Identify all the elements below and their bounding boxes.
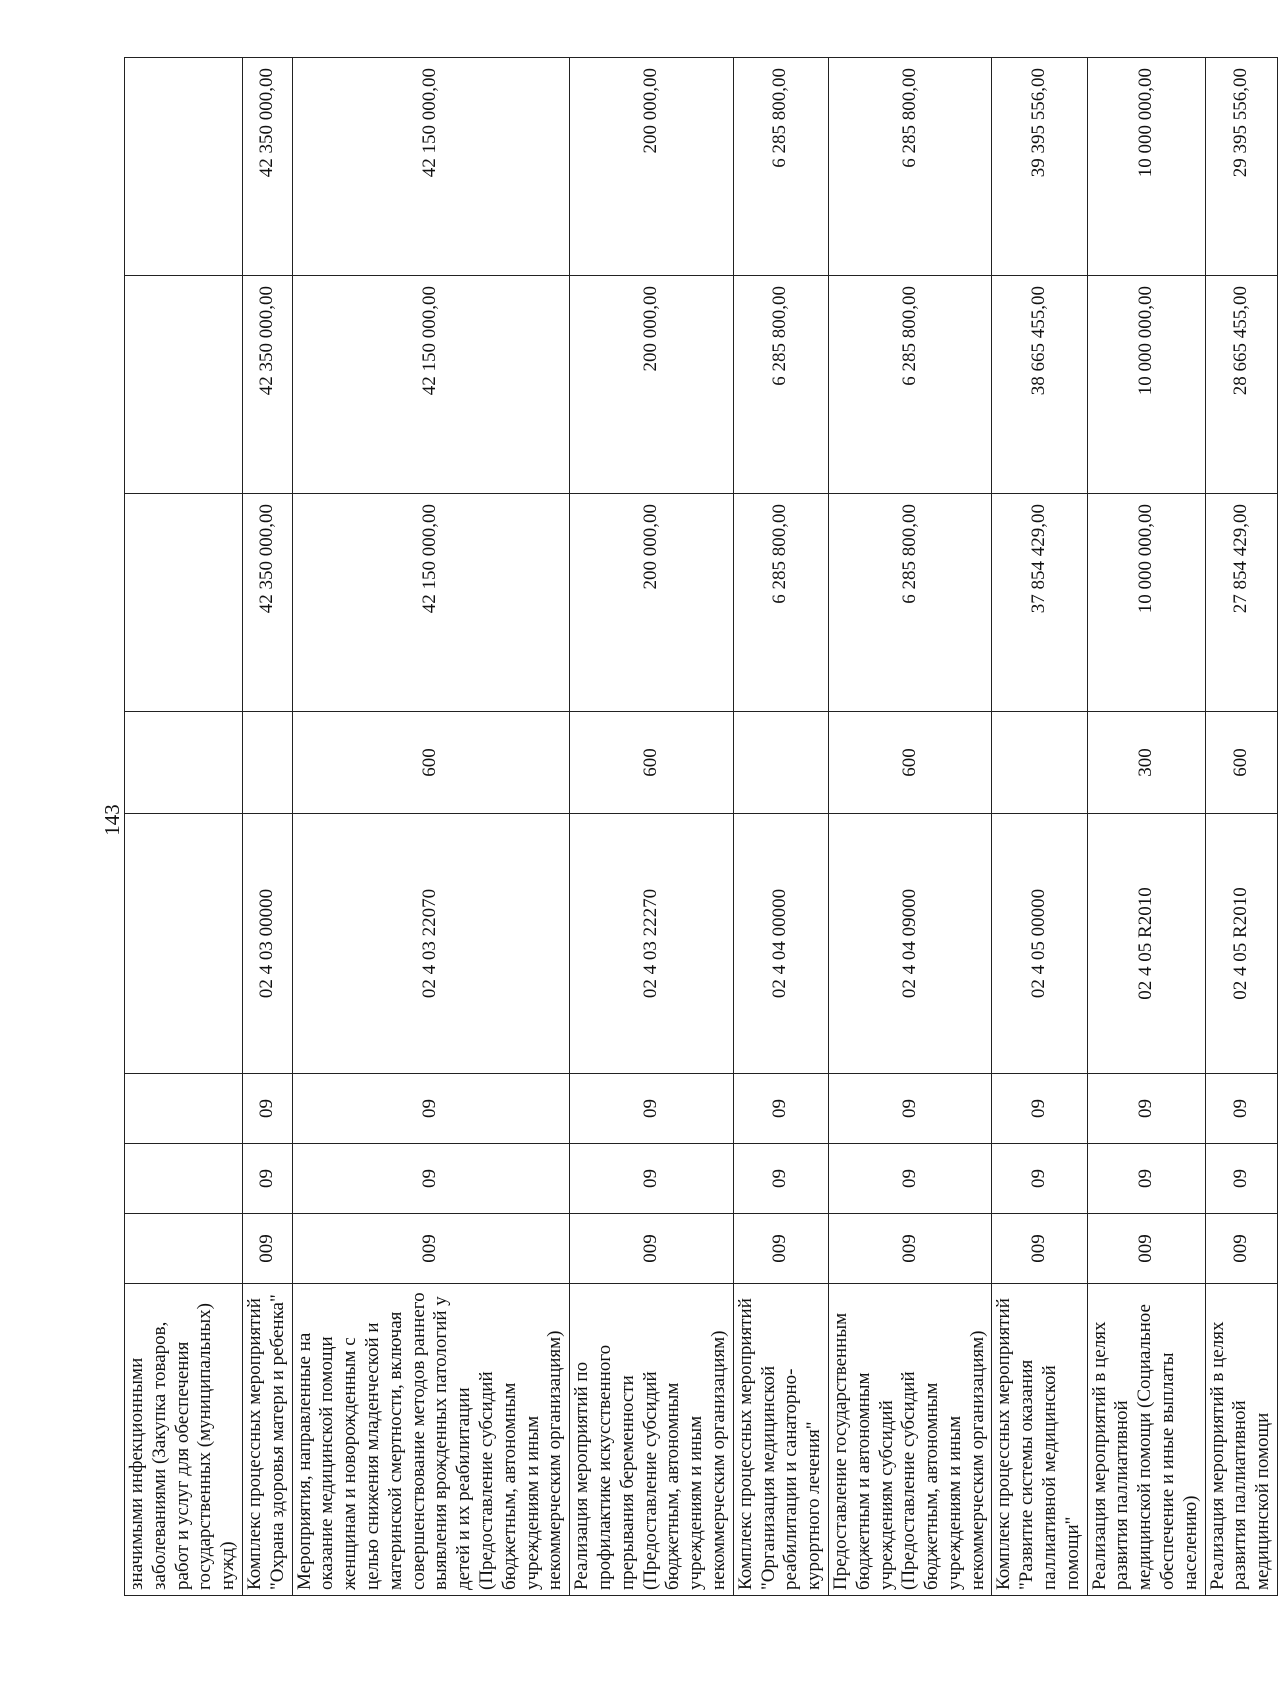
subsection-code-cell: 09 <box>733 1074 828 1144</box>
table-row <box>1205 58 1277 1596</box>
amount-year1-cell: 10 000 000,00 <box>1087 494 1205 712</box>
amount-year1-cell: 27 854 429,00 <box>1205 494 1277 712</box>
amount-year3-cell: 39 395 556,00 <box>992 58 1087 276</box>
amount-year3-cell: 29 395 556,00 <box>1205 58 1277 276</box>
expense-type-cell: 600 <box>292 712 570 814</box>
table-row <box>125 58 243 1596</box>
amount-year1-cell: 200 000,00 <box>570 494 734 712</box>
amount-year3-cell: 200 000,00 <box>570 58 734 276</box>
target-article-cell: 02 4 03 22070 <box>292 814 570 1074</box>
ministry-code-cell: 009 <box>570 1214 734 1284</box>
subsection-code-cell: 09 <box>1205 1074 1277 1144</box>
amount-year1-cell <box>125 494 243 712</box>
section-code-cell: 09 <box>992 1144 1087 1214</box>
subsection-code-cell <box>125 1074 243 1144</box>
row-name-cell: значимыми инфекционными заболеваниями (Закупка товаров, работ и услуг для обеспечения государственных (муниципальных) нужд) <box>125 1284 243 1596</box>
ministry-code-cell: 009 <box>992 1214 1087 1284</box>
subsection-code-cell: 09 <box>292 1074 570 1144</box>
amount-year3-cell: 6 285 800,00 <box>733 58 828 276</box>
ministry-code-cell: 009 <box>1087 1214 1205 1284</box>
table-row <box>242 58 292 1596</box>
row-name-cell: Мероприятия, направленные на оказание медицинской помощи женщинам и новорожденным с целью снижения младенческой и материнской смертности, включая совершенствование методов раннего выявления врожденных патологий у детей и их реабилитации (Предоставление субсидий бюджетным, автономным учреждениям и иным некоммерческим организациям) <box>292 1284 570 1596</box>
amount-year1-cell: 6 285 800,00 <box>733 494 828 712</box>
section-code-cell: 09 <box>733 1144 828 1214</box>
section-code-cell: 09 <box>1205 1144 1277 1214</box>
amount-year3-cell: 6 285 800,00 <box>828 58 992 276</box>
amount-year3-cell <box>125 58 243 276</box>
amount-year2-cell: 6 285 800,00 <box>828 276 992 494</box>
row-name-cell: Реализация мероприятий в целях развития паллиативной медицинской помощи <box>1205 1284 1277 1596</box>
ministry-code-cell <box>125 1214 243 1284</box>
subsection-code-cell: 09 <box>570 1074 734 1144</box>
target-article-cell: 02 4 05 00000 <box>992 814 1087 1074</box>
table-row <box>992 58 1087 1596</box>
target-article-cell: 02 4 05 R2010 <box>1087 814 1205 1074</box>
expense-type-cell: 600 <box>1205 712 1277 814</box>
subsection-code-cell: 09 <box>1087 1074 1205 1144</box>
target-article-cell: 02 4 04 09000 <box>828 814 992 1074</box>
amount-year3-cell: 10 000 000,00 <box>1087 58 1205 276</box>
amount-year2-cell: 6 285 800,00 <box>733 276 828 494</box>
row-name-cell: Предоставление государственным бюджетным и автономным учреждениям субсидий (Предоставление субсидий бюджетным, автономным учреждениям и иным некоммерческим организациям) <box>828 1284 992 1596</box>
ministry-code-cell: 009 <box>1205 1214 1277 1284</box>
row-name-cell: Комплекс процессных мероприятий "Организация медицинской реабилитации и санаторно-курортного лечения" <box>733 1284 828 1596</box>
expense-type-cell <box>992 712 1087 814</box>
target-article-cell <box>125 814 243 1074</box>
target-article-cell: 02 4 03 22270 <box>570 814 734 1074</box>
ministry-code-cell: 009 <box>242 1214 292 1284</box>
row-name-cell: Комплекс процессных мероприятий "Охрана здоровья матери и ребенка" <box>242 1284 292 1596</box>
amount-year2-cell: 28 665 455,00 <box>1205 276 1277 494</box>
expense-type-cell: 300 <box>1087 712 1205 814</box>
table-row <box>570 58 734 1596</box>
expense-type-cell <box>242 712 292 814</box>
subsection-code-cell: 09 <box>992 1074 1087 1144</box>
section-code-cell: 09 <box>242 1144 292 1214</box>
amount-year3-cell: 42 150 000,00 <box>292 58 570 276</box>
ministry-code-cell: 009 <box>292 1214 570 1284</box>
page-number: 143 <box>100 804 124 836</box>
ministry-code-cell: 009 <box>828 1214 992 1284</box>
amount-year2-cell: 10 000 000,00 <box>1087 276 1205 494</box>
expense-type-cell: 600 <box>828 712 992 814</box>
ministry-code-cell: 009 <box>733 1214 828 1284</box>
row-name-cell: Комплекс процессных мероприятий "Развитие системы оказания паллиативной медицинской помощи" <box>992 1284 1087 1596</box>
target-article-cell: 02 4 04 00000 <box>733 814 828 1074</box>
amount-year2-cell: 42 350 000,00 <box>242 276 292 494</box>
table-row <box>292 58 570 1596</box>
expense-type-cell <box>733 712 828 814</box>
amount-year1-cell: 42 150 000,00 <box>292 494 570 712</box>
table-row <box>828 58 992 1596</box>
subsection-code-cell: 09 <box>242 1074 292 1144</box>
rotated-table-container <box>124 58 1274 1596</box>
section-code-cell <box>125 1144 243 1214</box>
section-code-cell: 09 <box>570 1144 734 1214</box>
row-name-cell: Реализация мероприятий по профилактике искусственного прерывания беременности (Предоставление субсидий бюджетным, автономным учреждениям и иным некоммерческим организациям) <box>570 1284 734 1596</box>
target-article-cell: 02 4 05 R2010 <box>1205 814 1277 1074</box>
amount-year2-cell: 38 665 455,00 <box>992 276 1087 494</box>
row-name-cell: Реализация мероприятий в целях развития паллиативной медицинской помощи (Социальное обеспечение и иные выплаты населению) <box>1087 1284 1205 1596</box>
expense-type-cell: 600 <box>570 712 734 814</box>
amount-year2-cell: 42 150 000,00 <box>292 276 570 494</box>
amount-year2-cell <box>125 276 243 494</box>
amount-year1-cell: 37 854 429,00 <box>992 494 1087 712</box>
budget-table <box>124 57 1278 1596</box>
amount-year1-cell: 42 350 000,00 <box>242 494 292 712</box>
expense-type-cell <box>125 712 243 814</box>
amount-year3-cell: 42 350 000,00 <box>242 58 292 276</box>
subsection-code-cell: 09 <box>828 1074 992 1144</box>
amount-year1-cell: 6 285 800,00 <box>828 494 992 712</box>
section-code-cell: 09 <box>292 1144 570 1214</box>
table-row <box>1087 58 1205 1596</box>
budget-table-sheet <box>124 58 1274 1596</box>
target-article-cell: 02 4 03 00000 <box>242 814 292 1074</box>
amount-year2-cell: 200 000,00 <box>570 276 734 494</box>
section-code-cell: 09 <box>1087 1144 1205 1214</box>
table-row <box>733 58 828 1596</box>
section-code-cell: 09 <box>828 1144 992 1214</box>
